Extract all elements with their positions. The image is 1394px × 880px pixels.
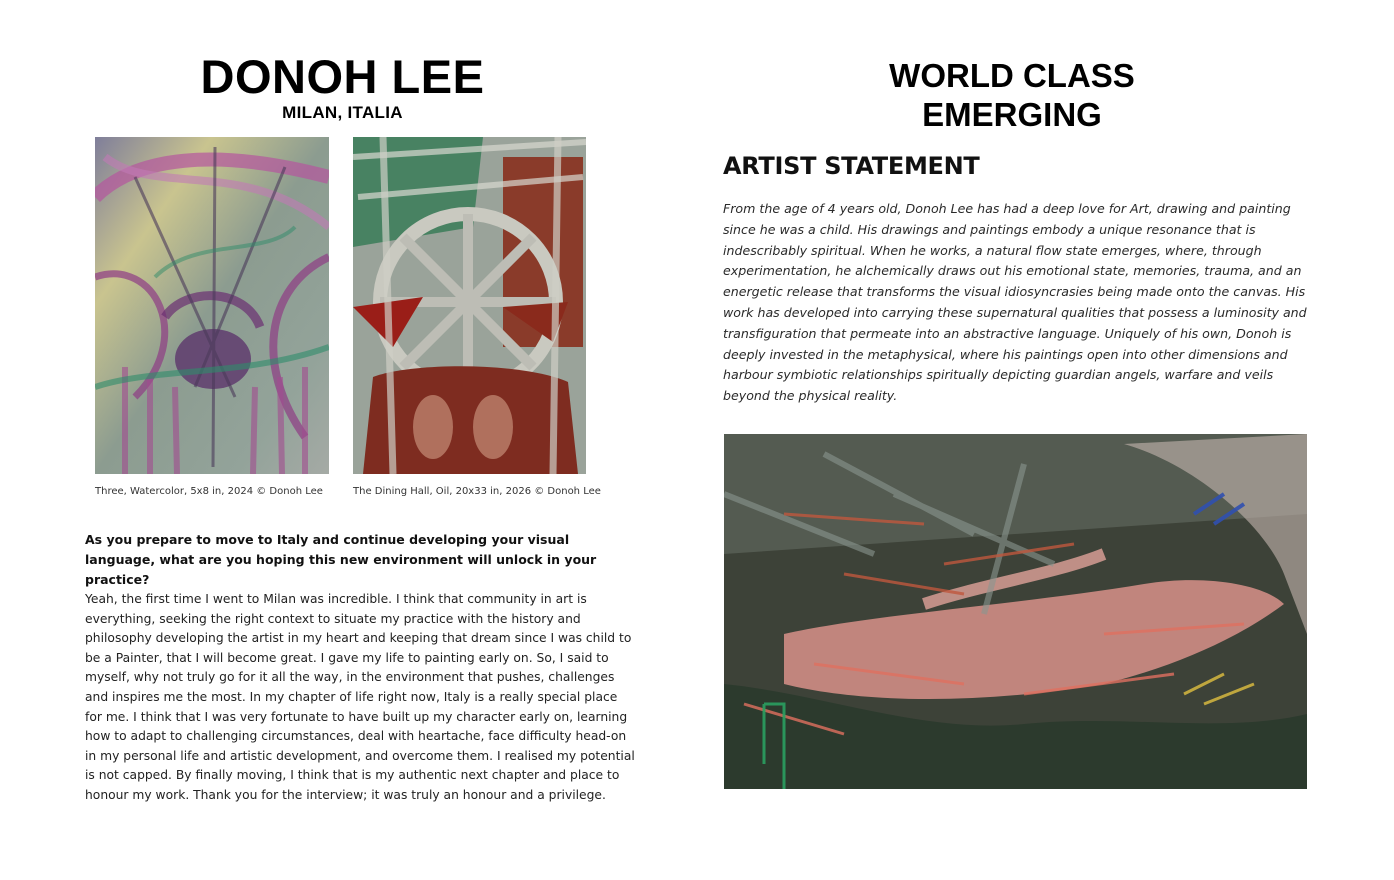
- artist-location: MILAN, ITALIA: [282, 103, 403, 122]
- artwork-caption-watercolor: Three, Watercolor, 5x8 in, 2024 © Donoh Lee: [95, 486, 323, 497]
- right-page: [697, 0, 1394, 880]
- artwork-large-painting-image: [724, 434, 1307, 789]
- artist-name: DONOH LEE: [200, 50, 485, 103]
- interview-question: As you prepare to move to Italy and continue developing your visual language, what are you hoping this new environment will unlock in your practice?: [85, 532, 597, 587]
- headline-line-1: WORLD CLASS: [889, 57, 1135, 94]
- statement-title: ARTIST STATEMENT: [723, 152, 980, 180]
- headline: [697, 56, 1327, 134]
- artwork-watercolor-image: [95, 137, 329, 474]
- artwork-dining-hall-image: [353, 137, 586, 474]
- interview-answer: Yeah, the first time I went to Milan was incredible. I think that community in art is everything, seeking the right context to situate my practice with the history and philosophy developing the artist in my heart and keeping that dream since I was child to be a Painter, that I will become great. I gave my life to painting early on. So, I said to myself, why not truly go for it all the way, in the environment that pushes, challenges and inspires me the most. In my chapter of life right now, Italy is a really special place for me. I think that I was very fortunate to have built up my character early on, learning how to adapt to challenging circumstances, deal with heartache, face difficulty head-on in my personal life and artistic development, and overcome them. I realised my potential is not capped. By finally moving, I think that is my authentic next chapter and place to honour my work. Thank you for the interview; it was truly an honour and a privilege.: [85, 592, 635, 802]
- artwork-caption-dining-hall: The Dining Hall, Oil, 20x33 in, 2026 © Donoh Lee: [353, 486, 601, 497]
- headline-line-2: EMERGING: [922, 96, 1102, 133]
- statement-text: From the age of 4 years old, Donoh Lee has had a deep love for Art, drawing and painting since he was a child. His drawings and paintings embody a unique resonance that is indescribably spiritual. When he works, a natural flow state emerges, where, through experimentation, he alchemically draws out his emotional state, memories, trauma, and an energetic release that transforms the visual idiosyncrasies being made onto the canvas. His work has developed into carrying these supernatural qualities that possess a luminosity and transfiguration that permeate into an abstractive language. Uniquely of his own, Donoh is deeply invested in the metaphysical, where his paintings open into other dimensions and harbour symbiotic relationships spiritually depicting guardian angels, warfare and veils beyond the physical reality.: [723, 201, 1307, 404]
